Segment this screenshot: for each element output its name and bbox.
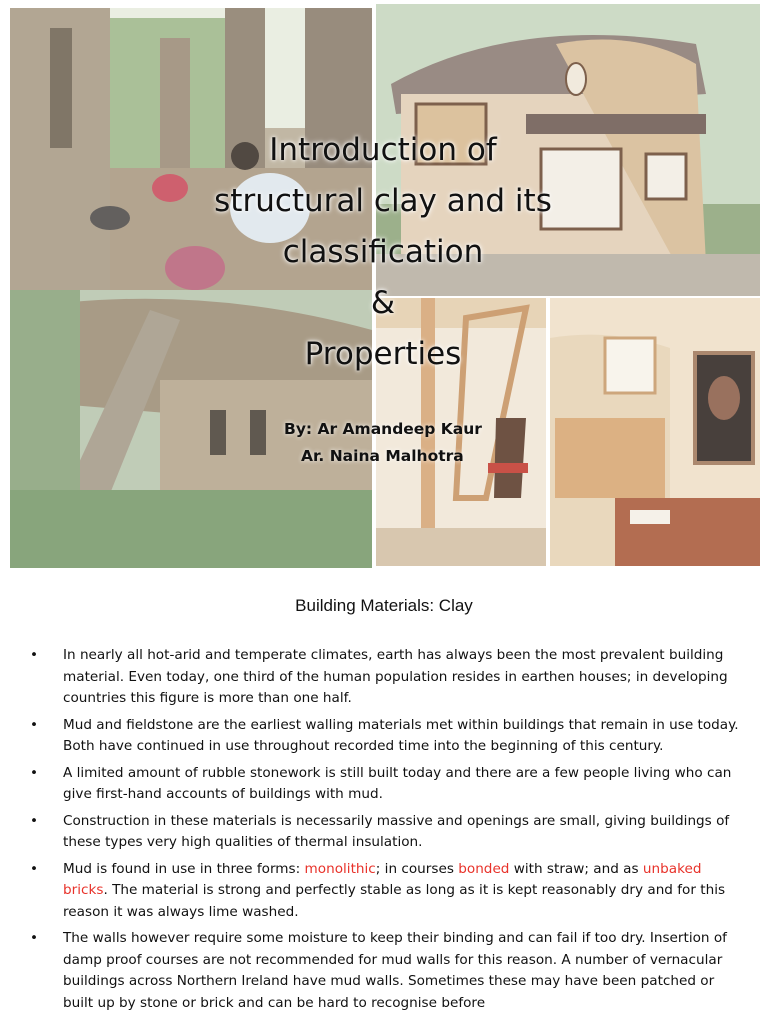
- highlight-term: monolithic: [304, 860, 376, 877]
- bullet-item: • Mud and fieldstone are the earliest walling materials met within buildings that remain in use today. Both have continued in use throughout recorded time into the beginning of this century.: [30, 715, 742, 758]
- title-line: classification: [282, 234, 484, 270]
- slide-title: [150, 125, 616, 380]
- title-line: structural clay and its: [214, 183, 552, 219]
- content-slide: [0, 576, 768, 1024]
- title-line: Properties: [304, 336, 462, 372]
- bullet-item: • A limited amount of rubble stonework is still built today and there are a few people living who can give first-hand accounts of buildings with mud.: [30, 763, 742, 806]
- bullet-text: Mud is found in use in three forms:: [63, 860, 305, 877]
- title-line: Introduction of: [269, 132, 497, 168]
- slide-heading: Building Materials: Clay: [295, 596, 473, 615]
- title-line: &: [370, 285, 396, 321]
- author-line: By: Ar Amandeep Kaur: [284, 420, 482, 438]
- author-line: Ar. Naina Malhotra: [301, 447, 464, 465]
- bullet-text: . The material is strong and perfectly stable as long as it is kept reasonably dry and for this reason it was always lime washed.: [63, 882, 726, 920]
- highlight-term: unbaked bricks: [63, 860, 702, 898]
- bullet-item: • The walls however require some moisture to keep their binding and can fail if too dry. Insertion of damp proof courses are not recommended for mud walls for this reason. A number of vernacular buildings across Northern Ireland have mud walls. Sometimes these may have been patched or built up by stone or brick and can be hard to recognise before: [30, 928, 742, 1014]
- bullet-item: [30, 859, 742, 924]
- bullet-item: • Construction in these materials is necessarily massive and openings are small, giving buildings of these types very high qualities of thermal insulation.: [30, 811, 742, 854]
- bullet-text: with straw; and as: [509, 860, 643, 877]
- highlight-term: bonded: [458, 860, 510, 877]
- bullet-item: • In nearly all hot-arid and temperate climates, earth has always been the most prevalent building material. Even today, one third of the human population resides in earthen houses; in developing countries this figure is more than one half.: [30, 645, 742, 710]
- authors: [284, 416, 482, 470]
- bullet-list: [30, 645, 742, 1019]
- bullet-text: ; in courses: [375, 860, 459, 877]
